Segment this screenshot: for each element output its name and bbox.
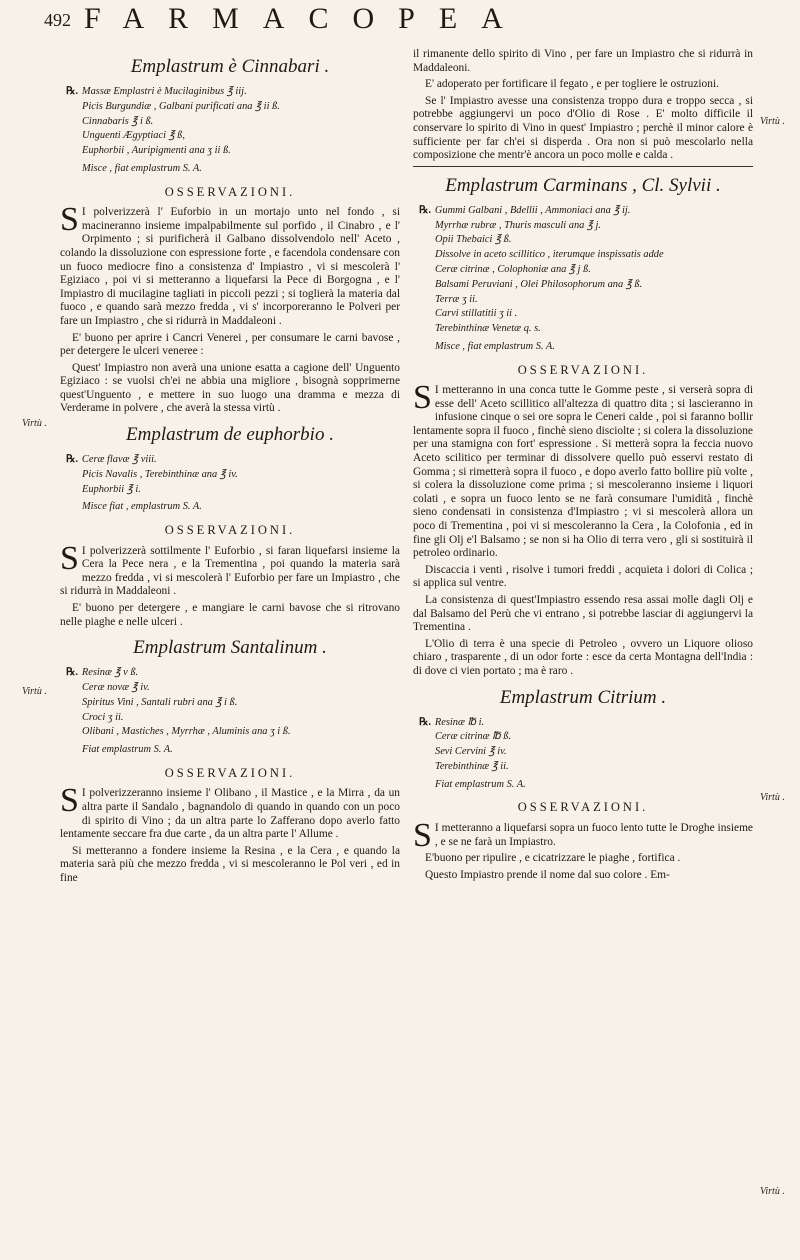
recipe-line: Picis Navalis , Terebinthinæ ana ℥ iv.: [82, 468, 238, 480]
paragraph: S I polverizzerà sottilmente l' Euforbio , si faran liquefarsi insieme la Cera la Pece nera , e la Trementina , poi quando la materia sarà mezzo fredda , vi si mescolerà l' Euforbio per fare un Impiastro , che si ridurrà in Maddaleoni .: [60, 539, 400, 598]
paragraph: E' adoperato per fortificare il fegato , e per togliere le ostruzioni.: [425, 78, 719, 91]
observations-heading: OSSERVAZIONI.: [517, 362, 649, 377]
paragraph: La consistenza di quest'Impiastro essendo resa assai molle dagli Olj e dal Balsamo del Perù che vi entrano , si potrebbe lasciar di aggiungervi la Trementina .: [413, 594, 753, 634]
recipe-symbol: ℞.: [66, 454, 78, 466]
recipe-line: Cinnabaris ℥ i ß.: [82, 115, 154, 127]
section-rule: [413, 166, 753, 167]
recipe-line: ℞. Ceræ flavæ ℥ viii.: [66, 454, 157, 466]
paragraph: E' buono per aprire i Cancri Venerei , per consumare le carni bavose , per detergere le ulceri veneree :: [60, 331, 400, 358]
drop-cap: S: [60, 539, 79, 577]
recipe-line: Opii Thebaici ℥ ß.: [435, 234, 512, 246]
recipe-line: Spiritus Vini , Santali rubri ana ℥ i ß.: [82, 696, 238, 708]
recipe-line: Ceræ novæ ℥ iv.: [82, 682, 150, 694]
recipe-line: Carvi stillatitii ʒ ii .: [435, 308, 518, 320]
paragraph: Si metteranno a fondere insieme la Resina , e la Cera , e quando la materia sarà più che mezzo fredda , vi si mescoleranno le Pol veri , ed in fine: [60, 844, 400, 884]
recipe-line: Ceræ citrinæ ℔ ß.: [435, 731, 512, 743]
recipe-line: Terræ ʒ ii.: [435, 293, 478, 305]
recipe-instruction: Fiat emplastrum S. A.: [82, 744, 173, 756]
paragraph: S I metteranno in una conca tutte le Gomme peste , si verserà sopra di esse dell' Aceto scillitico all'altezza di quattro dita ; si lascieranno in infusione cinque o sei ore sopra le Ceneri calde , poi si faranno bollir lentamente sopra il fuoco , finchè sieno disciolte ; si colera la dissoluzione per una stamigna con fort' espressione . Si metterà sopra la feccia nuovo Aceto scilitico per terminar di dissolvere quello può esservi restato di Gomma ; si rimetterà sopra il fuoco , e dopo averlo fatto bollire più volte , si colera la dissoluzione come prima ; si mescoleranno insieme i liquori colati , e sopra un fuoco lento se ne farà consumare l'umidità , finchè sieno condensati in consistenza d'Impiastro ; vi si mescolerà allora un poco di Trementina , poi vi si mescoleranno la Cera , la Colofonia , ed in fine gli Olj e'l Balsamo ; se non si ha Olio di terra vero , gli si sostituirà il petroleo ordinario.: [413, 379, 753, 560]
recipe-line: ℞. Resinæ ℔ i.: [419, 716, 485, 728]
paragraph: L'Olio di terra è una specie di Petroleo , ovvero un Liquore olioso chiaro , trasparente , di un odor forte : esce da certa Montagna dell'India : di dove ci vien portato ; ma è raro .: [413, 637, 753, 677]
paragraph: Se l' Impiastro avesse una consistenza troppo dura e troppo secca , si potrebbe aggiungervi un poco d'Olio di Rose . E' molto difficile il conservare lo spirito di Vino in quest' Impiastro ; perchè il minor calore è sufficiente per far ch'ei si disperda . Ora non si può mescolarlo nella composizione che mentr'è ancora un poco molle e calda .: [413, 94, 753, 162]
paragraph: E'buono per ripulire , e cicatrizzare le piaghe , fortifica .: [425, 852, 681, 865]
recipe-line: Euphorbii , Auripigmenti ana ʒ ii ß.: [82, 145, 231, 157]
page-number: 492: [44, 10, 71, 30]
observations-heading: OSSERVAZIONI.: [164, 523, 296, 538]
recipe-line: Dissolve in aceto scillitico , iterumque inspissatis adde: [435, 249, 664, 261]
recipe-symbol: ℞.: [419, 204, 431, 216]
section-title: Emplastrum Citrium .: [499, 686, 667, 708]
recipe-instruction: Misce , fiat emplastrum S. A.: [435, 340, 555, 352]
paragraph: Questo Impiastro prende il nome dal suo colore . Em-: [425, 868, 670, 881]
drop-cap: S: [413, 816, 432, 854]
recipe-line: Terebinthinæ Venetæ q. s.: [435, 323, 541, 335]
recipe-line: Picis Burgundiæ , Galbani purificati ana ℥ ii ß.: [82, 100, 280, 112]
margin-note: Virtù .: [760, 1186, 785, 1197]
recipe-line: Euphorbii ℥ i.: [82, 483, 141, 495]
recipe-line: ℞. Resinæ ℥ v ß.: [66, 667, 139, 679]
recipe-symbol: ℞.: [419, 716, 431, 728]
section-title: Emplastrum è Cinnabari .: [130, 56, 330, 77]
margin-note: Virtù .: [760, 116, 785, 127]
observations-heading: OSSERVAZIONI.: [164, 765, 296, 780]
running-title: FARMACOPEA: [84, 2, 527, 35]
paragraph: S I polverizzerà l' Euforbio in un mortajo unto nel fondo , si macineranno insieme impalpabilmente sul porfido , il Cinabro , e l' Orpimento ; si purificherà il Galbano dissolvendolo nell' Aceto , colando la dissoluzione con espressione forte , e facendola condensare con un fuoco mediocre fino a consistenza d' Impiastro , vi si mescolerà l' Egiziaco , poi vi si metteranno a liquefarsi la Pece di Borgogna , e l' Impiastro di mucilagine tagliati in piccoli pezzi ; si toglierà la materia dal fuoco , e quando sarà mezzo fredda , vi s' incorporeranno le Polveri per fare un Impiastro , che si ridurrà in Maddaleoni .: [60, 201, 401, 327]
recipe-line: Terebinthinæ ℥ ii.: [435, 760, 509, 772]
recipe-line: Balsami Peruviani , Olei Philosophorum ana ℥ ß.: [435, 278, 643, 290]
recipe-line: Olibani , Mastiches , Myrrhæ , Aluminis ana ʒ i ß.: [82, 726, 291, 738]
left-column: [60, 48, 400, 889]
recipe-instruction: Misce , fiat emplastrum S. A.: [82, 162, 202, 174]
paragraph: S I metteranno a liquefarsi sopra un fuoco lento tutte le Droghe insieme , e se ne farà un Impiastro.: [413, 816, 753, 854]
recipe-line: Unguenti Ægyptiaci ℥ ß,: [82, 130, 185, 142]
recipe-instruction: Misce fiat , emplastrum S. A.: [82, 501, 202, 513]
paragraph: Discaccia i venti , risolve i tumori freddi , acquieta i dolori di Colica ; si applica sul ventre.: [413, 563, 753, 590]
recipe-symbol: ℞.: [66, 86, 78, 97]
recipe-line: Myrrhæ rubræ , Thuris masculi ana ℥ j.: [435, 219, 602, 231]
recipe-line: Sevi Cervini ℥ iv.: [435, 746, 507, 758]
drop-cap: S: [60, 201, 79, 239]
recipe-instruction: Fiat emplastrum S. A.: [435, 778, 526, 790]
recipe-line: Ceræ citrinæ , Colophoniæ ana ℥ j ß.: [435, 263, 591, 275]
drop-cap: S: [413, 379, 432, 417]
recipe-symbol: ℞.: [66, 667, 78, 679]
section-title: Emplastrum Carminans , Cl. Sylvii .: [445, 174, 721, 196]
recipe-line: Croci ʒ ii.: [82, 711, 124, 723]
section-title: Emplastrum de euphorbio .: [126, 424, 334, 446]
paragraph: Quest' Impiastro non averà una unione esatta a cagione dell' Unguento Egiziaco : se vuolsi ch'ei ne abbia una migliore , bisognà sopprimerne quest'Unguento , e mettere in suo luogo una dramma e mezza di Verderame in polvere , che averà la stessa virtù .: [60, 361, 400, 415]
margin-note: Virtù .: [22, 686, 47, 697]
paragraph: S I polverizzeranno insieme l' Olibano , il Mastice , e la Mirra , da un altra parte il Sandalo , bagnandolo di quando in quando con un poco di spirito di Vino ; da un altra parte lo Zafferano dopo averlo fatto lentamente seccare fra due carte , da un altra parte l' Allume .: [60, 782, 400, 841]
observations-heading: OSSERVAZIONI.: [164, 184, 296, 199]
section-title: Emplastrum Santalinum .: [133, 637, 327, 659]
margin-note: Virtù .: [22, 418, 47, 429]
paragraph: E' buono per detergere , e mangiare le carni bavose che si ritrovano nelle piaghe e nelle ulceri .: [60, 602, 400, 628]
recipe-line: ℞. Massæ Emplastri è Mucilaginibus ℥ iij.: [66, 86, 247, 97]
right-column: [413, 48, 753, 885]
paragraph: il rimanente dello spirito di Vino , per fare un Impiastro che si ridurrà in Maddaleoni.: [413, 48, 753, 74]
recipe-line: ℞. Gummi Galbani , Bdellii , Ammoniaci ana ℥ ij.: [419, 204, 631, 216]
margin-note: Virtù .: [760, 792, 785, 803]
drop-cap: S: [60, 782, 79, 820]
observations-heading: OSSERVAZIONI.: [517, 800, 649, 815]
